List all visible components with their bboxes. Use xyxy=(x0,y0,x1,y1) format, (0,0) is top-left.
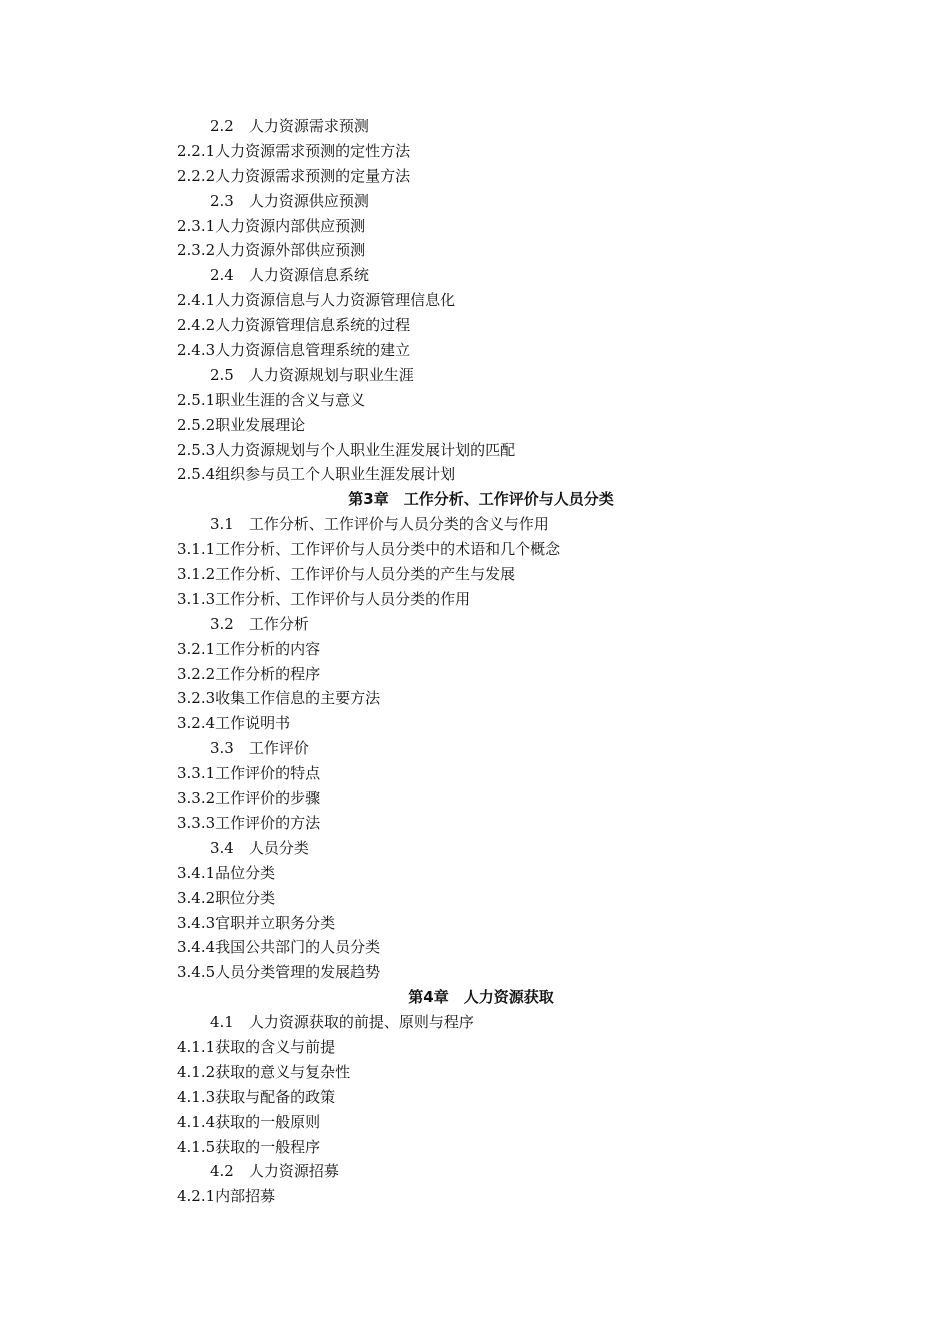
subsection-entry: 4.1.2获取的意义与复杂性 xyxy=(177,1062,351,1081)
subsection-entry: 2.4.2人力资源管理信息系统的过程 xyxy=(177,316,411,335)
subsection-entry: 4.1.1获取的含义与前提 xyxy=(177,1037,336,1056)
subsection-entry: 2.5.1职业生涯的含义与意义 xyxy=(177,390,366,409)
subsection-entry: 2.3.2人力资源外部供应预测 xyxy=(177,241,366,260)
subsection-entry: 4.1.5获取的一般程序 xyxy=(177,1137,321,1156)
chapter-heading: 第4章 人力资源获取 xyxy=(408,988,554,1007)
section-heading: 2.5 人力资源规划与职业生涯 xyxy=(210,365,414,384)
subsection-entry: 3.4.4我国公共部门的人员分类 xyxy=(177,938,381,957)
chapter-heading: 第3章 工作分析、工作评价与人员分类 xyxy=(348,490,614,509)
subsection-entry: 2.5.2职业发展理论 xyxy=(177,415,306,434)
subsection-entry: 4.2.1内部招募 xyxy=(177,1187,276,1206)
section-heading: 3.2 工作分析 xyxy=(210,614,309,633)
section-heading: 3.1 工作分析、工作评价与人员分类的含义与作用 xyxy=(210,515,549,534)
section-heading: 2.2 人力资源需求预测 xyxy=(210,117,369,135)
subsection-entry: 3.1.2工作分析、工作评价与人员分类的产生与发展 xyxy=(177,565,516,584)
subsection-entry: 2.5.4组织参与员工个人职业生涯发展计划 xyxy=(177,465,456,484)
subsection-entry: 3.3.2工作评价的步骤 xyxy=(177,789,321,808)
subsection-entry: 3.1.3工作分析、工作评价与人员分类的作用 xyxy=(177,589,471,608)
subsection-entry: 3.1.1工作分析、工作评价与人员分类中的术语和几个概念 xyxy=(177,540,561,559)
section-heading: 3.3 工作评价 xyxy=(210,739,309,758)
subsection-entry: 2.2.2人力资源需求预测的定量方法 xyxy=(177,166,411,185)
subsection-entry: 2.5.3人力资源规划与个人职业生涯发展计划的匹配 xyxy=(177,440,516,459)
subsection-entry: 3.4.2职位分类 xyxy=(177,888,276,907)
subsection-entry: 2.3.1人力资源内部供应预测 xyxy=(177,216,366,235)
table-of-contents xyxy=(0,114,950,1209)
subsection-entry: 2.4.3人力资源信息管理系统的建立 xyxy=(177,341,411,360)
subsection-entry: 2.4.1人力资源信息与人力资源管理信息化 xyxy=(177,291,456,310)
subsection-entry: 4.1.4获取的一般原则 xyxy=(177,1112,321,1131)
subsection-entry: 2.2.1人力资源需求预测的定性方法 xyxy=(177,141,411,160)
section-heading: 4.2 人力资源招募 xyxy=(210,1162,339,1181)
subsection-entry: 3.4.3官职并立职务分类 xyxy=(177,913,336,932)
subsection-entry: 3.2.2工作分析的程序 xyxy=(177,664,321,683)
section-heading: 2.3 人力资源供应预测 xyxy=(210,191,369,210)
subsection-entry: 3.3.1工作评价的特点 xyxy=(177,764,321,783)
subsection-entry: 3.4.1品位分类 xyxy=(177,863,276,882)
section-heading: 2.4 人力资源信息系统 xyxy=(210,266,369,285)
section-heading: 3.4 人员分类 xyxy=(210,838,309,857)
subsection-entry: 3.4.5人员分类管理的发展趋势 xyxy=(177,963,381,982)
subsection-entry: 3.3.3工作评价的方法 xyxy=(177,813,321,832)
subsection-entry: 3.2.4工作说明书 xyxy=(177,714,291,733)
subsection-entry: 3.2.3收集工作信息的主要方法 xyxy=(177,689,381,708)
subsection-entry: 4.1.3获取与配备的政策 xyxy=(177,1087,336,1106)
section-heading: 4.1 人力资源获取的前提、原则与程序 xyxy=(210,1013,474,1032)
subsection-entry: 3.2.1工作分析的内容 xyxy=(177,639,321,658)
